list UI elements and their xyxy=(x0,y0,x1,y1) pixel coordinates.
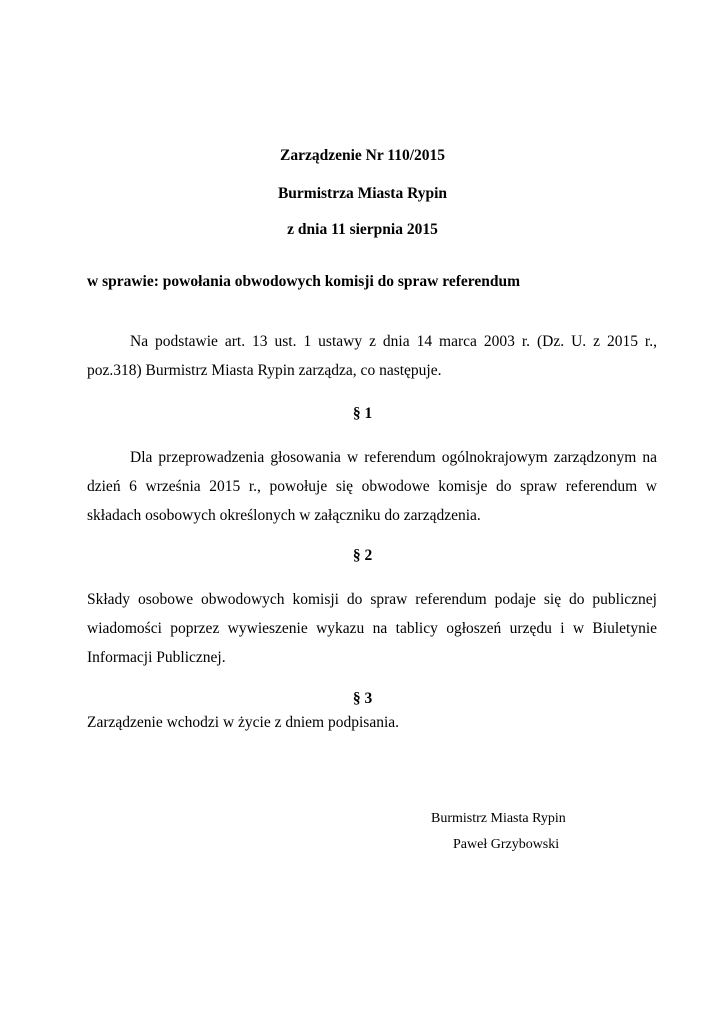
document-issuer: Burmistrza Miasta Rypin xyxy=(277,185,448,202)
document-subject: w sprawie: powołania obwodowych komisji do spraw referendum xyxy=(87,273,521,290)
section-3-text: Zarządzenie wchodzi w życie z dniem podpisania. xyxy=(87,714,400,731)
document-date: z dnia 11 sierpnia 2015 xyxy=(287,221,438,238)
section-1-label: § 1 xyxy=(352,405,373,422)
signature-name: Paweł Grzybowski xyxy=(453,837,560,852)
section-2-label: § 2 xyxy=(352,547,373,564)
intro-paragraph: Na podstawie art. 13 ust. 1 ustawy z dnia 14 marca 2003 r. (Dz. U. z 2015 r., poz.318) Burmistrz Miasta Rypin zarządza, co następuje. xyxy=(87,333,657,379)
section-3-label: § 3 xyxy=(352,690,373,707)
signature-title: Burmistrz Miasta Rypin xyxy=(431,811,566,826)
section-2-text: Składy osobowe obwodowych komisji do spraw referendum podaje się do publicznej wiadomości poprzez wywieszenie wykazu na tablicy ogłoszeń urzędu i w Biuletynie Informacji Publicznej. xyxy=(87,591,657,666)
section-1-text: Dla przeprowadzenia głosowania w referendum ogólnokrajowym zarządzonym na dzień 6 września 2015 r., powołuje się obwodowe komisje do spraw referendum w składach osobowych określonych w załączniku do zarządzenia. xyxy=(87,449,657,524)
document-title: Zarządzenie Nr 110/2015 xyxy=(279,147,446,164)
